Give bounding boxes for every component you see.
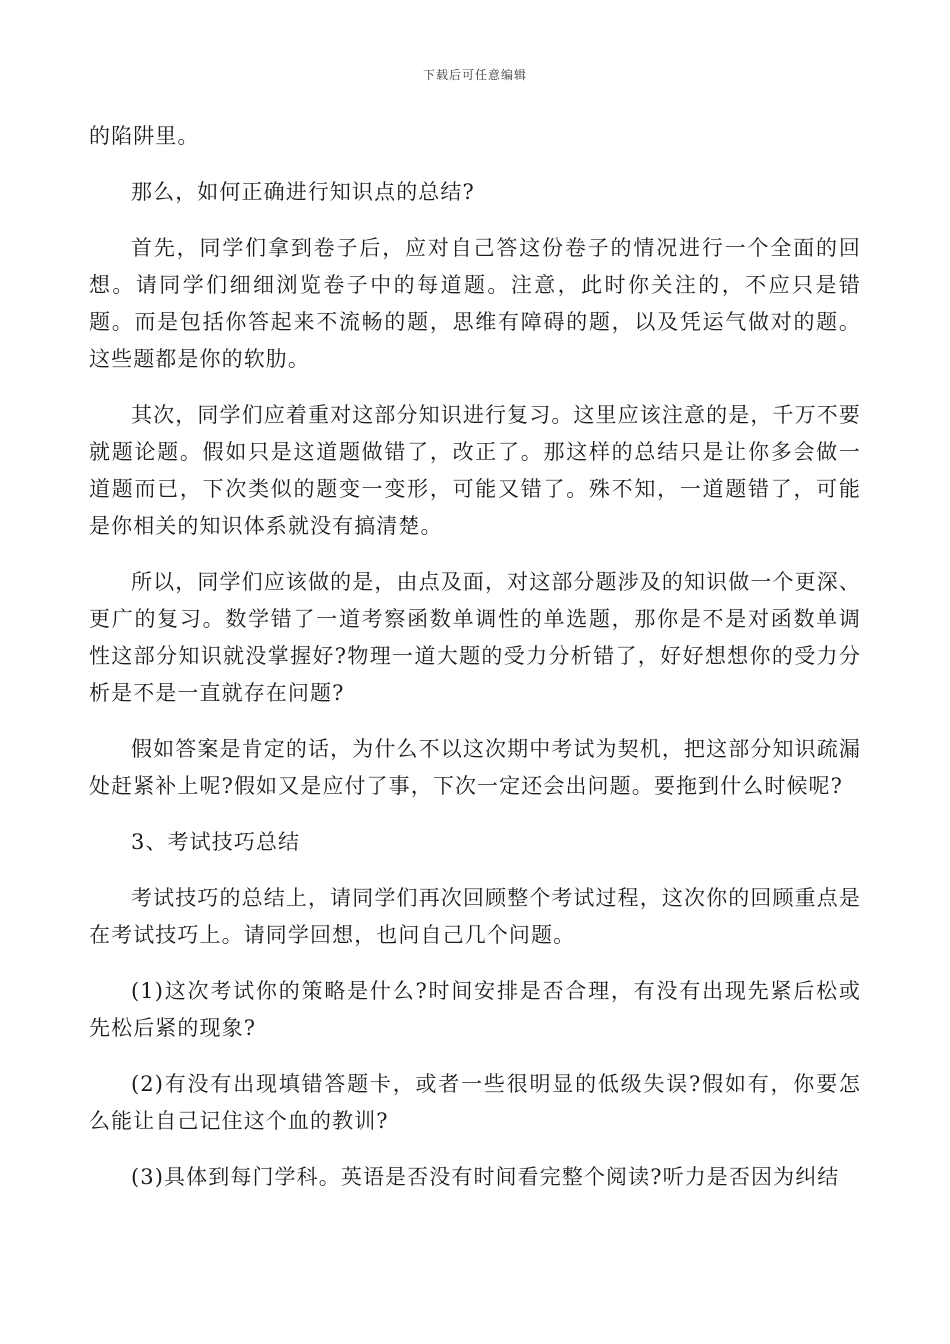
paragraph: 首先，同学们拿到卷子后，应对自己答这份卷子的情况进行一个全面的回想。请同学们细细浏览卷子中的每道题。注意，此时你关注的，不应只是错题。而是包括你答起来不流畅的题，思维有障碍的题，以及凭运气做对的题。这些题都是你的软肋。 [89, 236, 861, 371]
paragraph: 所以，同学们应该做的是，由点及面，对这部分题涉及的知识做一个更深、更广的复习。数学错了一道考察函数单调性的单选题，那你是不是对函数单调性这部分知识就没掌握好?物理一道大题的受力分析错了，好好想想你的受力分析是不是一直就存在问题? [89, 570, 861, 705]
list-item: (2)有没有出现填错答题卡，或者一些很明显的低级失误?假如有，你要怎么能让自己记住这个血的教训? [89, 1072, 861, 1133]
paragraph: 的陷阱里。 [89, 124, 200, 148]
section-heading: 3、考试技巧总结 [131, 830, 301, 854]
document-body [89, 118, 861, 1215]
paragraph: 假如答案是肯定的话，为什么不以这次期中考试为契机，把这部分知识疏漏处赶紧补上呢?假如又是应付了事，下次一定还会出问题。要拖到什么时候呢? [89, 737, 861, 798]
paragraph: 其次，同学们应着重对这部分知识进行复习。这里应该注意的是，千万不要就题论题。假如只是这道题做错了，改正了。那这样的总结只是让你多会做一道题而已，下次类似的题变一变形，可能又错了。殊不知，一道题错了，可能是你相关的知识体系就没有搞清楚。 [89, 403, 861, 538]
page-header: 下载后可任意编辑 [422, 68, 527, 82]
paragraph: 考试技巧的总结上，请同学们再次回顾整个考试过程，这次你的回顾重点是在考试技巧上。请同学回想，也问自己几个问题。 [89, 886, 861, 947]
list-item: (1)这次考试你的策略是什么?时间安排是否合理，有没有出现先紧后松或先松后紧的现象? [89, 979, 861, 1040]
paragraph: 那么，如何正确进行知识点的总结? [131, 180, 475, 204]
list-item: (3)具体到每门学科。英语是否没有时间看完整个阅读?听力是否因为纠结 [131, 1165, 840, 1189]
